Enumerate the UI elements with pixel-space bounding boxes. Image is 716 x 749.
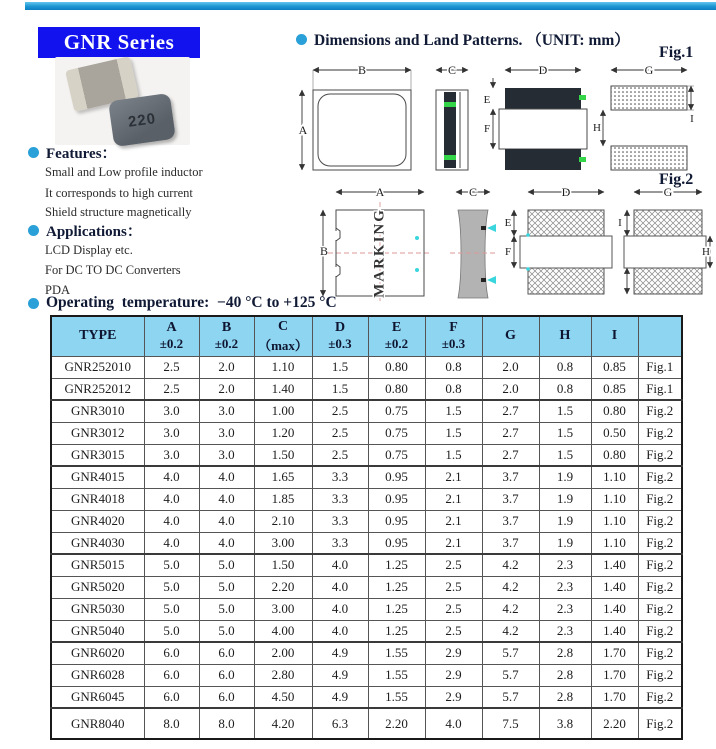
dim-h-cell: 1.9 bbox=[539, 488, 591, 510]
dim-a-cell: 4.0 bbox=[144, 532, 199, 554]
dim-f-cell: 1.5 bbox=[425, 422, 482, 444]
fig-ref-cell: Fig.2 bbox=[638, 422, 682, 444]
dim-f-cell: 2.5 bbox=[425, 576, 482, 598]
dim-e-cell: 1.25 bbox=[368, 598, 425, 620]
dim-d-cell: 2.5 bbox=[312, 422, 368, 444]
dim-i-cell: 1.70 bbox=[591, 686, 638, 708]
type-cell: GNR3010 bbox=[51, 400, 144, 422]
dim-d-cell: 3.3 bbox=[312, 466, 368, 488]
dim-e-cell: 0.80 bbox=[368, 356, 425, 378]
fig1-dim-c: C bbox=[447, 63, 457, 77]
table-row bbox=[51, 444, 682, 466]
dim-g-cell: 2.7 bbox=[482, 444, 539, 466]
dim-f-cell: 1.5 bbox=[425, 400, 482, 422]
dim-i-cell: 0.85 bbox=[591, 356, 638, 378]
dim-g-cell: 5.7 bbox=[482, 686, 539, 708]
features-heading: Features： bbox=[46, 146, 117, 162]
dim-g-cell: 4.2 bbox=[482, 598, 539, 620]
dim-a-cell: 6.0 bbox=[144, 686, 199, 708]
dim-h-cell: 2.3 bbox=[539, 576, 591, 598]
dim-d-cell: 1.5 bbox=[312, 378, 368, 400]
dim-d-cell: 3.3 bbox=[312, 488, 368, 510]
feature-item: Small and Low profile inductor bbox=[45, 165, 203, 179]
type-cell: GNR5040 bbox=[51, 620, 144, 642]
dim-g-cell: 3.7 bbox=[482, 532, 539, 554]
dim-e-cell: 0.75 bbox=[368, 400, 425, 422]
dim-h-cell: 2.3 bbox=[539, 598, 591, 620]
dim-b-cell: 4.0 bbox=[199, 532, 254, 554]
table-row bbox=[51, 554, 682, 576]
fig-ref-cell: Fig.2 bbox=[638, 664, 682, 686]
dim-c-cell: 1.50 bbox=[254, 554, 312, 576]
dim-b-cell: 3.0 bbox=[199, 400, 254, 422]
dim-h-cell: 2.8 bbox=[539, 664, 591, 686]
dim-a-cell: 6.0 bbox=[144, 664, 199, 686]
dim-d-cell: 4.0 bbox=[312, 576, 368, 598]
dim-g-cell: 4.2 bbox=[482, 620, 539, 642]
fig-ref-cell: Fig.1 bbox=[638, 378, 682, 400]
dim-d-cell: 4.9 bbox=[312, 686, 368, 708]
series-title-box bbox=[38, 27, 200, 58]
type-cell: GNR6045 bbox=[51, 686, 144, 708]
dim-a-cell: 3.0 bbox=[144, 400, 199, 422]
dim-f-cell: 0.8 bbox=[425, 378, 482, 400]
col-header-type: TYPE bbox=[51, 316, 144, 356]
dim-e-cell: 1.25 bbox=[368, 620, 425, 642]
dim-e-cell: 0.95 bbox=[368, 488, 425, 510]
dim-c-cell: 2.00 bbox=[254, 642, 312, 664]
dim-a-cell: 5.0 bbox=[144, 576, 199, 598]
dim-i-cell: 1.10 bbox=[591, 532, 638, 554]
fig1-dim-a: A bbox=[298, 123, 308, 137]
dim-d-cell: 2.5 bbox=[312, 400, 368, 422]
col-header-a: A ±0.2 bbox=[144, 316, 199, 356]
fig-ref-cell: Fig.2 bbox=[638, 400, 682, 422]
feature-item: Shield structure magnetically bbox=[45, 205, 192, 219]
dim-h-cell: 2.8 bbox=[539, 686, 591, 708]
fig2-dim-g: G bbox=[663, 185, 673, 199]
fig1-dim-i: I bbox=[690, 113, 694, 125]
inductor-top-view-image bbox=[108, 93, 176, 147]
dim-d-cell: 3.3 bbox=[312, 510, 368, 532]
col-header-f: F ±0.3 bbox=[425, 316, 482, 356]
dim-e-cell: 0.80 bbox=[368, 378, 425, 400]
dim-f-cell: 1.5 bbox=[425, 444, 482, 466]
dim-f-cell: 2.9 bbox=[425, 664, 482, 686]
type-cell: GNR5015 bbox=[51, 554, 144, 576]
dim-d-cell: 4.9 bbox=[312, 664, 368, 686]
type-cell: GNR252012 bbox=[51, 378, 144, 400]
dim-i-cell: 2.20 bbox=[591, 708, 638, 739]
spec-table-body bbox=[51, 356, 682, 739]
dim-b-cell: 3.0 bbox=[199, 444, 254, 466]
dim-c-cell: 4.20 bbox=[254, 708, 312, 739]
top-accent-bar bbox=[25, 2, 716, 10]
dim-h-cell: 2.8 bbox=[539, 642, 591, 664]
bullet-icon bbox=[28, 225, 39, 236]
type-cell: GNR5020 bbox=[51, 576, 144, 598]
fig1-drawings bbox=[297, 58, 697, 176]
fig-ref-cell: Fig.2 bbox=[638, 686, 682, 708]
dim-g-cell: 3.7 bbox=[482, 510, 539, 532]
fig-ref-cell: Fig.1 bbox=[638, 356, 682, 378]
fig1-dim-h: H bbox=[593, 122, 601, 134]
table-row bbox=[51, 686, 682, 708]
col-header-i: I bbox=[591, 316, 638, 356]
dim-h-cell: 1.5 bbox=[539, 422, 591, 444]
series-title: GNR Series bbox=[63, 30, 175, 54]
table-row bbox=[51, 510, 682, 532]
dim-d-cell: 6.3 bbox=[312, 708, 368, 739]
fig1-label: Fig.1 bbox=[659, 44, 694, 61]
dimensions-heading-row bbox=[296, 28, 630, 50]
table-header-row bbox=[51, 316, 682, 356]
applications-heading-row bbox=[28, 220, 142, 241]
dim-f-cell: 4.0 bbox=[425, 708, 482, 739]
dim-c-cell: 1.65 bbox=[254, 466, 312, 488]
col-header-h: H bbox=[539, 316, 591, 356]
operating-temperature-row bbox=[28, 294, 337, 312]
dim-i-cell: 1.10 bbox=[591, 466, 638, 488]
col-header-e: E ±0.2 bbox=[368, 316, 425, 356]
table-row bbox=[51, 598, 682, 620]
dim-h-cell: 1.5 bbox=[539, 400, 591, 422]
dim-f-cell: 2.1 bbox=[425, 466, 482, 488]
dim-c-cell: 2.10 bbox=[254, 510, 312, 532]
dim-c-cell: 3.00 bbox=[254, 598, 312, 620]
product-photo bbox=[55, 57, 190, 145]
dim-i-cell: 0.80 bbox=[591, 400, 638, 422]
type-cell: GNR3015 bbox=[51, 444, 144, 466]
dim-h-cell: 1.5 bbox=[539, 444, 591, 466]
dim-c-cell: 3.00 bbox=[254, 532, 312, 554]
dim-b-cell: 2.0 bbox=[199, 356, 254, 378]
table-row bbox=[51, 708, 682, 739]
dim-b-cell: 3.0 bbox=[199, 422, 254, 444]
features-heading-row bbox=[28, 142, 117, 163]
bullet-icon bbox=[28, 147, 39, 158]
dim-e-cell: 0.95 bbox=[368, 532, 425, 554]
dim-a-cell: 5.0 bbox=[144, 598, 199, 620]
fig1-dim-e: E bbox=[483, 94, 491, 106]
table-row bbox=[51, 664, 682, 686]
table-row bbox=[51, 532, 682, 554]
dim-a-cell: 8.0 bbox=[144, 708, 199, 739]
fig2-dim-a: A bbox=[375, 185, 385, 199]
type-cell: GNR5030 bbox=[51, 598, 144, 620]
dim-h-cell: 0.8 bbox=[539, 356, 591, 378]
dim-h-cell: 1.9 bbox=[539, 466, 591, 488]
dim-f-cell: 2.9 bbox=[425, 686, 482, 708]
fig2-dim-d: D bbox=[561, 185, 571, 199]
col-header-d: D ±0.3 bbox=[312, 316, 368, 356]
dim-a-cell: 4.0 bbox=[144, 466, 199, 488]
dim-g-cell: 4.2 bbox=[482, 554, 539, 576]
type-cell: GNR6020 bbox=[51, 642, 144, 664]
fig-ref-cell: Fig.2 bbox=[638, 532, 682, 554]
dim-d-cell: 4.0 bbox=[312, 554, 368, 576]
type-cell: GNR6028 bbox=[51, 664, 144, 686]
fig-ref-cell: Fig.2 bbox=[638, 642, 682, 664]
dim-c-cell: 2.80 bbox=[254, 664, 312, 686]
fig2-dim-h: H bbox=[702, 246, 710, 258]
fig1-dim-g: G bbox=[644, 63, 654, 77]
dim-a-cell: 3.0 bbox=[144, 422, 199, 444]
dim-a-cell: 5.0 bbox=[144, 554, 199, 576]
operating-temperature-text: Operating temperature: −40 °C to +125 °C bbox=[46, 294, 337, 311]
dim-e-cell: 0.95 bbox=[368, 466, 425, 488]
spec-table bbox=[50, 315, 683, 740]
fig-ref-cell: Fig.2 bbox=[638, 466, 682, 488]
dim-e-cell: 1.55 bbox=[368, 686, 425, 708]
dim-a-cell: 4.0 bbox=[144, 488, 199, 510]
dim-g-cell: 7.5 bbox=[482, 708, 539, 739]
dim-c-cell: 1.50 bbox=[254, 444, 312, 466]
col-header-b: B ±0.2 bbox=[199, 316, 254, 356]
dim-a-cell: 2.5 bbox=[144, 356, 199, 378]
table-row bbox=[51, 620, 682, 642]
col-header-fig bbox=[638, 316, 682, 356]
dim-c-cell: 1.40 bbox=[254, 378, 312, 400]
fig2-dim-b: B bbox=[319, 244, 329, 258]
fig2-dim-e: E bbox=[504, 217, 512, 229]
dim-g-cell: 5.7 bbox=[482, 664, 539, 686]
col-header-c: C （max） bbox=[254, 316, 312, 356]
dim-f-cell: 2.5 bbox=[425, 620, 482, 642]
dim-i-cell: 1.40 bbox=[591, 620, 638, 642]
dim-h-cell: 1.9 bbox=[539, 532, 591, 554]
table-row bbox=[51, 488, 682, 510]
dim-f-cell: 2.1 bbox=[425, 532, 482, 554]
dim-d-cell: 1.5 bbox=[312, 356, 368, 378]
dim-h-cell: 0.8 bbox=[539, 378, 591, 400]
type-cell: GNR3012 bbox=[51, 422, 144, 444]
dim-f-cell: 2.5 bbox=[425, 554, 482, 576]
dim-g-cell: 5.7 bbox=[482, 642, 539, 664]
dim-f-cell: 2.1 bbox=[425, 510, 482, 532]
table-row bbox=[51, 378, 682, 400]
feature-item: It corresponds to high current bbox=[45, 186, 193, 200]
table-row bbox=[51, 576, 682, 598]
dim-i-cell: 0.80 bbox=[591, 444, 638, 466]
fig2-label: Fig.2 bbox=[659, 171, 694, 188]
fig2-dim-f: F bbox=[504, 246, 512, 258]
dim-a-cell: 3.0 bbox=[144, 444, 199, 466]
fig2-drawings bbox=[316, 178, 714, 302]
fig-ref-cell: Fig.2 bbox=[638, 554, 682, 576]
col-header-g: G bbox=[482, 316, 539, 356]
dim-b-cell: 6.0 bbox=[199, 686, 254, 708]
application-item: PDA bbox=[45, 283, 71, 297]
fig-ref-cell: Fig.2 bbox=[638, 576, 682, 598]
dim-g-cell: 2.7 bbox=[482, 422, 539, 444]
inductor-marking: 220 bbox=[126, 109, 158, 131]
dim-d-cell: 2.5 bbox=[312, 444, 368, 466]
dim-c-cell: 1.10 bbox=[254, 356, 312, 378]
fig1-dim-b: B bbox=[357, 63, 367, 77]
application-item: For DC TO DC Converters bbox=[45, 263, 181, 277]
dim-b-cell: 5.0 bbox=[199, 598, 254, 620]
dim-g-cell: 2.0 bbox=[482, 356, 539, 378]
type-cell: GNR252010 bbox=[51, 356, 144, 378]
fig2-dim-c: C bbox=[468, 185, 478, 199]
dim-a-cell: 6.0 bbox=[144, 642, 199, 664]
dim-e-cell: 0.95 bbox=[368, 510, 425, 532]
dim-h-cell: 1.9 bbox=[539, 510, 591, 532]
dim-h-cell: 2.3 bbox=[539, 554, 591, 576]
dim-c-cell: 4.00 bbox=[254, 620, 312, 642]
table-row bbox=[51, 466, 682, 488]
dim-b-cell: 5.0 bbox=[199, 620, 254, 642]
bullet-icon bbox=[296, 34, 307, 45]
dim-i-cell: 1.70 bbox=[591, 642, 638, 664]
dim-i-cell: 1.10 bbox=[591, 488, 638, 510]
applications-heading: Applications： bbox=[46, 224, 142, 240]
type-cell: GNR4030 bbox=[51, 532, 144, 554]
dimensions-heading: Dimensions and Land Patterns. （UNIT: mm） bbox=[314, 32, 630, 49]
dim-a-cell: 4.0 bbox=[144, 510, 199, 532]
dim-e-cell: 1.25 bbox=[368, 554, 425, 576]
dim-g-cell: 2.0 bbox=[482, 378, 539, 400]
table-row bbox=[51, 356, 682, 378]
dim-h-cell: 2.3 bbox=[539, 620, 591, 642]
type-cell: GNR4020 bbox=[51, 510, 144, 532]
dim-i-cell: 1.70 bbox=[591, 664, 638, 686]
table-row bbox=[51, 642, 682, 664]
dim-d-cell: 4.9 bbox=[312, 642, 368, 664]
fig2-dim-i: I bbox=[618, 217, 622, 229]
dim-i-cell: 0.50 bbox=[591, 422, 638, 444]
fig-ref-cell: Fig.2 bbox=[638, 620, 682, 642]
dim-c-cell: 1.20 bbox=[254, 422, 312, 444]
dim-i-cell: 1.40 bbox=[591, 598, 638, 620]
dim-d-cell: 3.3 bbox=[312, 532, 368, 554]
dim-e-cell: 1.25 bbox=[368, 576, 425, 598]
type-cell: GNR4015 bbox=[51, 466, 144, 488]
fig-ref-cell: Fig.2 bbox=[638, 488, 682, 510]
fig-ref-cell: Fig.2 bbox=[638, 444, 682, 466]
dim-i-cell: 1.40 bbox=[591, 576, 638, 598]
dim-f-cell: 2.9 bbox=[425, 642, 482, 664]
dim-f-cell: 0.8 bbox=[425, 356, 482, 378]
dim-c-cell: 1.00 bbox=[254, 400, 312, 422]
fig-ref-cell: Fig.2 bbox=[638, 708, 682, 739]
application-item: LCD Display etc. bbox=[45, 243, 133, 257]
fig1-dim-f: F bbox=[483, 123, 491, 135]
dim-g-cell: 4.2 bbox=[482, 576, 539, 598]
dim-i-cell: 1.10 bbox=[591, 510, 638, 532]
dim-c-cell: 1.85 bbox=[254, 488, 312, 510]
dim-f-cell: 2.1 bbox=[425, 488, 482, 510]
dim-e-cell: 2.20 bbox=[368, 708, 425, 739]
type-cell: GNR8040 bbox=[51, 708, 144, 739]
bullet-icon bbox=[28, 298, 39, 309]
dim-b-cell: 6.0 bbox=[199, 642, 254, 664]
table-row bbox=[51, 400, 682, 422]
dim-d-cell: 4.0 bbox=[312, 620, 368, 642]
dim-b-cell: 4.0 bbox=[199, 510, 254, 532]
fig2-marking-text: MARKING bbox=[371, 208, 388, 298]
dim-e-cell: 0.75 bbox=[368, 444, 425, 466]
dim-a-cell: 5.0 bbox=[144, 620, 199, 642]
dim-d-cell: 4.0 bbox=[312, 598, 368, 620]
dim-b-cell: 8.0 bbox=[199, 708, 254, 739]
dim-c-cell: 2.20 bbox=[254, 576, 312, 598]
fig-ref-cell: Fig.2 bbox=[638, 510, 682, 532]
dim-g-cell: 2.7 bbox=[482, 400, 539, 422]
dim-i-cell: 0.85 bbox=[591, 378, 638, 400]
dim-b-cell: 5.0 bbox=[199, 576, 254, 598]
fig1-dim-d: D bbox=[538, 63, 548, 77]
dim-h-cell: 3.8 bbox=[539, 708, 591, 739]
dim-e-cell: 1.55 bbox=[368, 664, 425, 686]
dim-g-cell: 3.7 bbox=[482, 488, 539, 510]
dim-a-cell: 2.5 bbox=[144, 378, 199, 400]
dim-b-cell: 6.0 bbox=[199, 664, 254, 686]
dim-b-cell: 4.0 bbox=[199, 488, 254, 510]
dim-b-cell: 2.0 bbox=[199, 378, 254, 400]
dim-g-cell: 3.7 bbox=[482, 466, 539, 488]
table-row bbox=[51, 422, 682, 444]
dim-c-cell: 4.50 bbox=[254, 686, 312, 708]
dim-b-cell: 5.0 bbox=[199, 554, 254, 576]
dim-e-cell: 0.75 bbox=[368, 422, 425, 444]
type-cell: GNR4018 bbox=[51, 488, 144, 510]
dim-b-cell: 4.0 bbox=[199, 466, 254, 488]
dim-i-cell: 1.40 bbox=[591, 554, 638, 576]
dim-f-cell: 2.5 bbox=[425, 598, 482, 620]
dim-e-cell: 1.55 bbox=[368, 642, 425, 664]
fig-ref-cell: Fig.2 bbox=[638, 598, 682, 620]
